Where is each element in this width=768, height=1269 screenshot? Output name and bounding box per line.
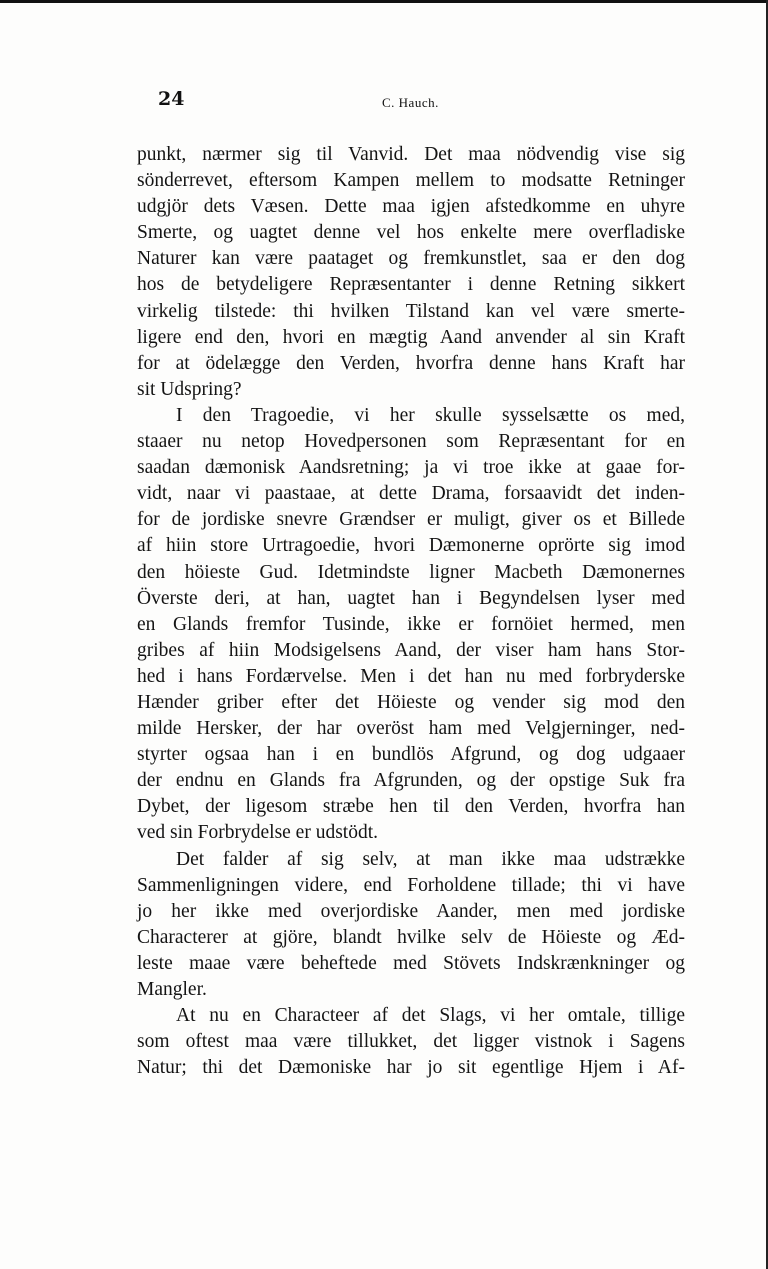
- text-line: for at ödelægge den Verden, hvorfra denne hans Kraft har: [137, 352, 685, 374]
- text-line: Överste deri, at han, uagtet han i Begyndelsen lyser med: [137, 587, 685, 609]
- text-line: punkt, nærmer sig til Vanvid. Det maa nödvendig vise sig: [137, 144, 685, 165]
- text-line: Naturer kan være paataget og fremkunstlet, saa er den dog: [137, 248, 685, 270]
- text-line: af hiin store Urtragoedie, hvori Dæmonerne oprörte sig imod: [137, 535, 685, 557]
- text-line: virkelig tilstede: thi hvilken Tilstand kan vel være smerte-: [137, 300, 685, 322]
- text-line: Hænder griber efter det Höieste og vender sig mod den: [137, 691, 685, 713]
- text-line: den höieste Gud. Idetmindste ligner Macbeth Dæmonernes: [137, 561, 685, 583]
- scan-top-edge: [0, 0, 768, 3]
- text-line: Mangler.: [137, 979, 207, 1000]
- text-line: Sammenligningen videre, end Forholdene tillade; thi vi have: [137, 874, 685, 896]
- text-line: Smerte, og uagtet denne vel hos enkelte mere overfladiske: [137, 222, 685, 244]
- text-line: gribes af hiin Modsigelsens Aand, der viser ham hans Stor-: [137, 639, 685, 661]
- page-number: 24: [158, 88, 185, 110]
- text-line: ligere end den, hvori en mægtig Aand anvender al sin Kraft: [137, 326, 685, 348]
- text-line: ved sin Forbrydelse er udstödt.: [137, 822, 379, 844]
- text-line: som oftest maa være tillukket, det ligger vistnok i Sagens: [137, 1031, 685, 1053]
- text-line: der endnu en Glands fra Afgrunden, og der opstige Suk fra: [137, 770, 685, 792]
- text-line: udgjör dets Væsen. Dette maa igjen afstedkomme en uhyre: [137, 196, 685, 218]
- paragraph-first-line: At nu en Characteer af det Slags, vi her omtale, tillige: [176, 1005, 685, 1027]
- text-line: milde Hersker, der har overöst ham med Velgjerninger, ned-: [137, 718, 685, 740]
- text-line: styrter ogsaa han i en bundlös Afgrund, og dog udgaaer: [137, 744, 685, 766]
- body-text: [137, 142, 685, 1081]
- text-line: Characterer at gjöre, blandt hvilke selv de Höieste og Æd-: [137, 926, 685, 948]
- running-head: C. Hauch.: [382, 95, 439, 110]
- text-line: staaer nu netop Hovedpersonen som Repræsentant for en: [137, 431, 685, 453]
- text-line: sönderrevet, eftersom Kampen mellem to modsatte Retninger: [137, 170, 685, 192]
- text-line: for de jordiske snevre Grændser er muligt, giver os et Billede: [137, 509, 685, 531]
- text-line: leste maae være beheftede med Stövets Indskrænkninger og: [137, 952, 685, 974]
- text-line: sit Udspring?: [137, 378, 242, 400]
- text-line: hed i hans Fordærvelse. Men i det han nu med forbryderske: [137, 665, 685, 687]
- text-line: Dybet, der ligesom stræbe hen til den Verden, hvorfra han: [137, 796, 685, 818]
- text-line: vidt, naar vi paastaae, at dette Drama, forsaavidt det inden-: [137, 483, 685, 505]
- text-line: jo her ikke med overjordiske Aander, men med jordiske: [137, 900, 685, 922]
- text-line: hos de betydeligere Repræsentanter i denne Retning sikkert: [137, 274, 685, 296]
- paragraph-first-line: I den Tragoedie, vi her skulle sysselsætte os med,: [176, 404, 685, 426]
- text-line: Natur; thi det Dæmoniske har jo sit egentlige Hjem i Af-: [137, 1057, 685, 1079]
- text-line: saadan dæmonisk Aandsretning; ja vi troe ikke at gaae for-: [137, 457, 685, 479]
- text-line: en Glands fremfor Tusinde, ikke er fornöiet hermed, men: [137, 613, 685, 635]
- paragraph-first-line: Det falder af sig selv, at man ikke maa udstrække: [176, 848, 685, 870]
